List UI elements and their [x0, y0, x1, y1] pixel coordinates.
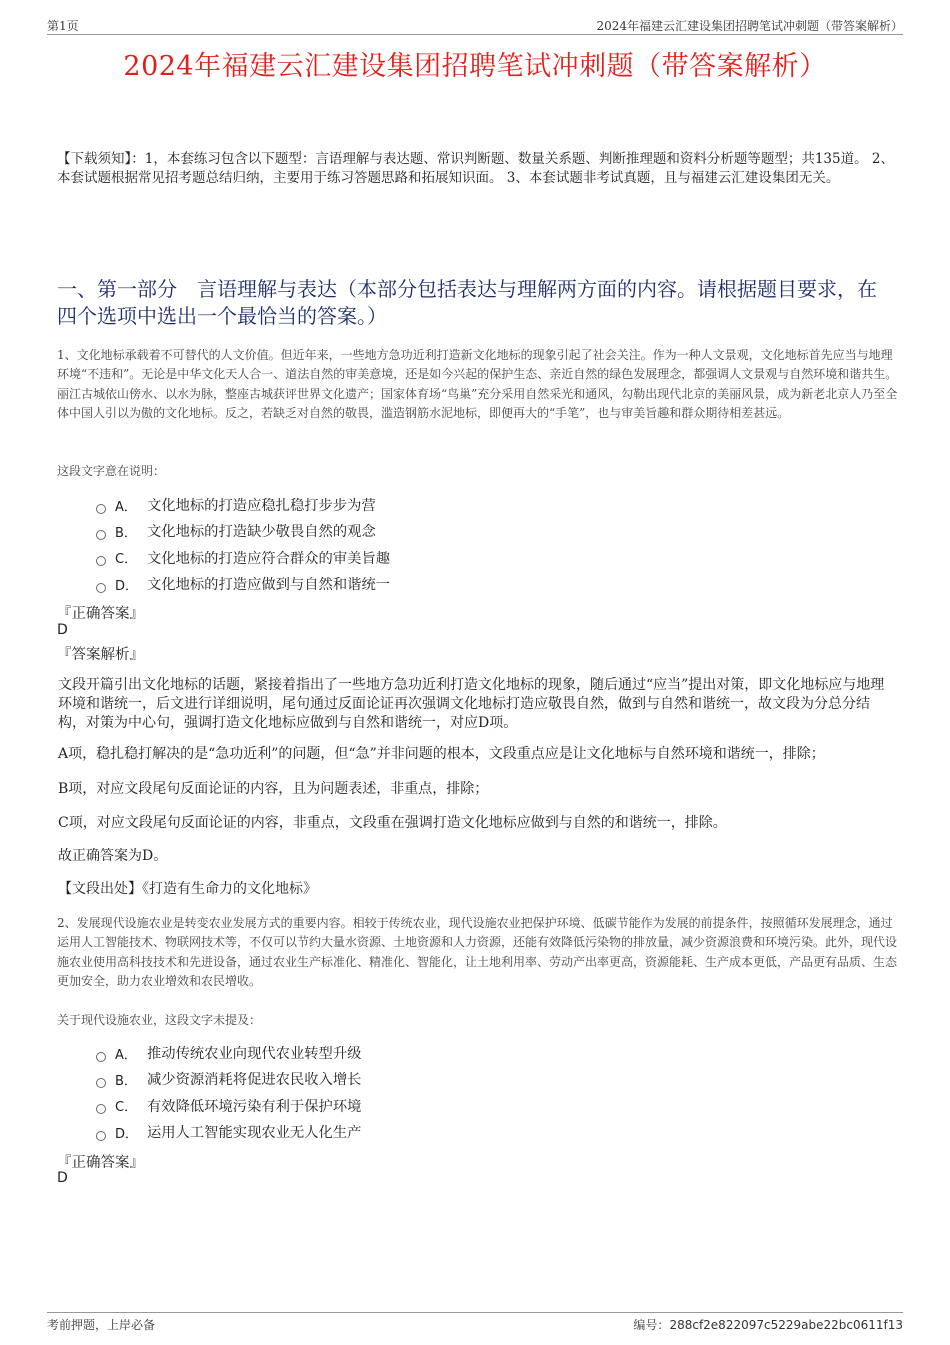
question-2-option-c[interactable]: C． 有效降低环境污染有利于保护环境	[96, 1093, 361, 1119]
radio-button-icon[interactable]	[96, 504, 106, 514]
document-title: 2024年福建云汇建设集团招聘笔试冲刺题（带答案解析）	[123, 51, 827, 82]
question-1-source: 【文段出处】《打造有生命力的文化地标》	[58, 881, 317, 897]
footer-slogan: 考前押题，上岸必备	[47, 1318, 156, 1332]
radio-button-icon[interactable]	[96, 1052, 106, 1062]
question-2-options	[96, 1040, 361, 1145]
radio-button-icon[interactable]	[96, 1104, 106, 1114]
question-2-option-d[interactable]: D． 运用人工智能实现农业无人化生产	[96, 1119, 361, 1145]
question-1-option-a[interactable]: A． 文化地标的打造应稳扎稳打步步为营	[96, 492, 390, 518]
question-1-prompt: 这段文字意在说明：	[57, 464, 166, 478]
page-header	[47, 14, 903, 35]
radio-button-icon[interactable]	[96, 583, 106, 593]
radio-button-icon[interactable]	[96, 1131, 106, 1141]
question-1-analysis-para: A项，稳扎稳打解决的是“急功近利”的问题，但“急”并非问题的根本，文段重点应是让文化地标与自然环境和谐统一，排除；	[58, 746, 825, 762]
question-1-analysis-para: 文段开篇引出文化地标的话题，紧接着指出了一些地方急功近利打造文化地标的现象，随后通过“应当”提出对策，即文化地标应与地理环境和谐统一，后文进行详细说明，尾句通过反面论证再次强调文化地标打造应敬畏自然，做到与自然和谐统一，故文段为分总分结构，对策为中心句，强调打造文化地标应做到与自然和谐统一，对应D项。	[58, 677, 885, 731]
question-2-answer: D	[57, 1170, 68, 1186]
page-footer	[47, 1312, 903, 1335]
question-1-option-b[interactable]: B． 文化地标的打造缺少敬畏自然的观念	[96, 518, 390, 544]
question-1-answer: D	[57, 622, 68, 638]
question-1-analysis-label: 『答案解析』	[57, 647, 144, 663]
question-2-prompt: 关于现代设施农业，这段文字未提及：	[57, 1013, 262, 1027]
question-1-text: 1、文化地标承载着不可替代的人文价值。但近年来，一些地方急功近利打造新文化地标的现象引起了社会关注。作为一种人文景观，文化地标首先应当与地理环境“不违和”。无论是中华文化天人合一、道法自然的审美意境，还是如今兴起的保护生态、亲近自然的绿色发展理念，都强调人文景观与自然环境和谐共生。丽江古城依山傍水、以水为脉，整座古城获评世界文化遗产；国家体育场“鸟巢”充分采用自然采光和通风，勾勒出现代北京的美丽风景，成为新老北京人乃至全体中国人引以为傲的文化地标。反之，若缺乏对自然的敬畏，滥造钢筋水泥地标，即便再大的“手笔”，也与审美旨趣和群众期待相差甚远。	[57, 348, 898, 421]
radio-button-icon[interactable]	[96, 530, 106, 540]
radio-button-icon[interactable]	[96, 1078, 106, 1088]
question-2-answer-label: 『正确答案』	[57, 1155, 144, 1171]
question-1-option-c[interactable]: C． 文化地标的打造应符合群众的审美旨趣	[96, 545, 390, 571]
question-1-analysis-para: B项，对应文段尾句反面论证的内容，且为问题表述，非重点，排除；	[58, 781, 489, 797]
download-notice: 【下载须知】：1，本套练习包含以下题型：言语理解与表达题、常识判断题、数量关系题、判断推理题和资料分析题等题型；共135道。 2、本套试题根据常见招考题总结归纳，主要用于练习答题思路和拓展知识面。 3、本套试题非考试真题，且与福建云汇建设集团无关。	[57, 151, 894, 186]
question-1-option-d[interactable]: D． 文化地标的打造应做到与自然和谐统一	[96, 571, 390, 597]
question-2-option-b[interactable]: B． 减少资源消耗将促进农民收入增长	[96, 1066, 361, 1092]
question-1-options	[96, 492, 390, 597]
header-doc-title: 2024年福建云汇建设集团招聘笔试冲刺题（带答案解析）	[596, 19, 903, 33]
question-1-answer-label: 『正确答案』	[57, 606, 144, 622]
page-number: 第1页	[47, 19, 79, 33]
question-1-analysis-para: C项，对应文段尾句反面论证的内容，非重点，文段重在强调打造文化地标应做到与自然的和谐统一，排除。	[58, 815, 727, 831]
footer-code: 编号：288cf2e822097c5229abe22bc0611f13	[633, 1318, 903, 1332]
question-2-option-a[interactable]: A． 推动传统农业向现代农业转型升级	[96, 1040, 361, 1066]
section-heading: 一、第一部分 言语理解与表达（本部分包括表达与理解两方面的内容。请根据题目要求，在四个选项中选出一个最恰当的答案。）	[57, 277, 877, 328]
radio-button-icon[interactable]	[96, 556, 106, 566]
question-2-text: 2、发展现代设施农业是转变农业发展方式的重要内容。相较于传统农业，现代设施农业把保护环境、低碳节能作为发展的前提条件，按照循环发展理念，通过运用人工智能技术、物联网技术等，不仅可以节约大量水资源、土地资源和人力资源，还能有效降低污染物的排放量，减少资源浪费和环境污染。此外，现代设施农业使用高科技技术和先进设备，通过农业生产标准化、精准化、智能化，让土地利用率、劳动产出率更高，资源能耗、生产成本更低，产品更有品质、生态更加安全，助力农业增效和农民增收。	[57, 916, 898, 989]
question-1-analysis-para: 故正确答案为D。	[58, 848, 168, 864]
